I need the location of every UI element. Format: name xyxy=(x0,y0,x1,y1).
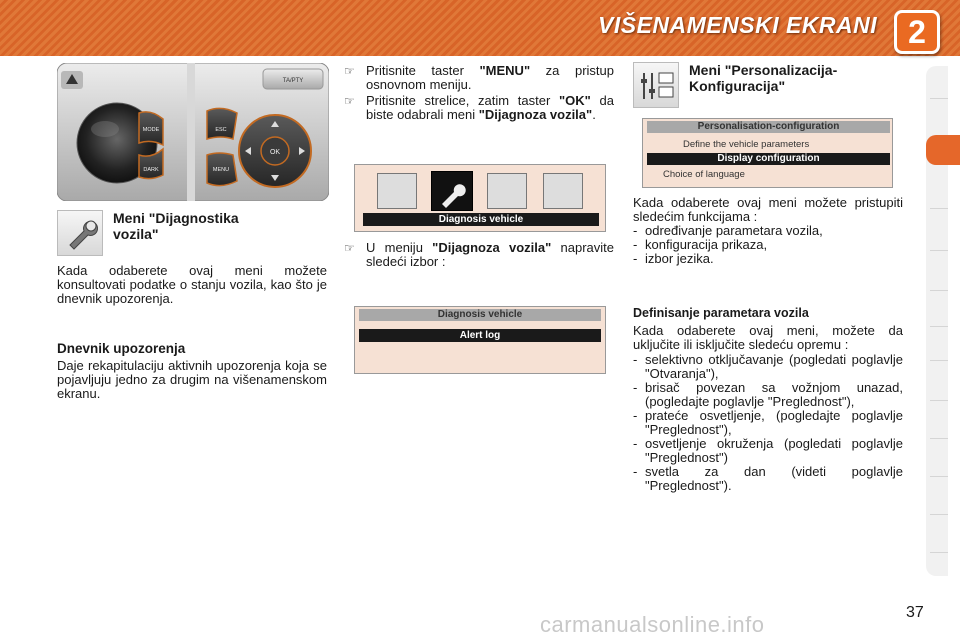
wrench-icon xyxy=(431,171,473,211)
hand-pointer-icon: ☞ xyxy=(344,241,355,255)
sidebar-divider xyxy=(930,290,948,291)
phone-icon xyxy=(543,173,583,209)
watermark: carmanualsonline.info xyxy=(540,612,765,637)
list-item: - brisač povezan sa vožnjom unazad, (pogledajte poglavlje "Preglednost"), xyxy=(633,380,903,409)
sidebar-divider xyxy=(930,208,948,209)
alert-log-item[interactable]: Alert log xyxy=(359,329,601,342)
sliders-icon xyxy=(633,62,679,108)
list-item: - prateće osvetljenje, (pogledajte poglavlje "Preglednost"), xyxy=(633,408,903,437)
list-item: - osvetljenje okruženja (pogledati poglavlje "Preglednost") xyxy=(633,436,903,465)
page-header xyxy=(0,0,960,56)
screen-option-language[interactable]: Choice of language xyxy=(663,169,745,180)
sidebar-divider xyxy=(930,476,948,477)
diag-menu-title: Meni "Dijagnostika vozila" xyxy=(113,210,239,242)
sidebar-divider xyxy=(930,438,948,439)
mode-button-label[interactable]: MODE xyxy=(142,127,160,133)
page-title: VIŠENAMENSKI EKRANI xyxy=(598,12,878,38)
vehicle-params-heading: Definisanje parametara vozila xyxy=(633,306,809,320)
alert-log-heading: Dnevnik upozorenja xyxy=(57,341,186,356)
personalisation-menu-title: Meni "Personalizacija-Konfiguracija" xyxy=(689,62,838,94)
list-item: - selektivno otključavanje (pogledati poglavlje "Otvaranja"), xyxy=(633,352,903,381)
sidebar-divider xyxy=(930,326,948,327)
phone-audio-icon xyxy=(377,173,417,209)
dark-button-label[interactable]: DARK xyxy=(143,167,159,173)
screen-option-vehicle-params[interactable]: Define the vehicle parameters xyxy=(683,139,810,150)
list-item: - određivanje parametara vozila, xyxy=(633,223,823,238)
list-item: - konfiguracija prikaza, xyxy=(633,237,768,252)
sidebar-divider xyxy=(930,514,948,515)
sidebar-divider xyxy=(930,552,948,553)
esc-button-label[interactable]: ESC xyxy=(215,127,227,133)
personalisation-function-list xyxy=(633,224,903,266)
list-item: - izbor jezika. xyxy=(633,251,714,266)
vehicle-params-text: Kada odaberete ovaj meni, možete da uključite ili isključite sledeću opremu : xyxy=(633,323,903,352)
step-ok: ☞ Pritisnite strelice, zatim taster "OK" da biste odabrali meni "Dijagnoza vozila". xyxy=(344,93,615,122)
sidebar-divider xyxy=(930,360,948,361)
chapter-badge: 2 xyxy=(894,10,940,54)
wrench-icon xyxy=(57,210,103,256)
step-diag-menu: ☞ U meniju "Dijagnoza vozila" napravite sledeći izbor : xyxy=(344,240,614,269)
diag-intro: Kada odaberete ovaj meni možete konsultovati podatke o stanju vozila, kao što je dnevnik upozorenja. xyxy=(57,263,327,306)
page-number: 37 xyxy=(906,604,924,621)
alert-log-text: Daje rekapitulaciju aktivnih upozorenja koja se pojavljuju jedno za drugim na višenamenskom ekranu. xyxy=(57,358,327,401)
step-menu: ☞ Pritisnite taster "MENU" za pristup osnovnom meniju. xyxy=(344,63,614,92)
screen-selected-bar: Diagnosis vehicle xyxy=(363,213,599,226)
personalisation-screen-title: Personalisation-configuration xyxy=(647,121,890,133)
personalisation-screen-illustration xyxy=(642,118,893,188)
diag-screen-illustration xyxy=(354,306,606,374)
ok-button-label[interactable]: OK xyxy=(269,149,281,156)
hand-pointer-icon: ☞ xyxy=(344,64,355,78)
personalisation-intro: Kada odaberete ovaj meni možete pristupiti sledećim funkcijama : xyxy=(633,195,903,224)
sidebar-divider xyxy=(930,98,948,99)
hand-pointer-icon: ☞ xyxy=(344,94,355,108)
diag-screen-title: Diagnosis vehicle xyxy=(359,309,601,321)
ta-pty-button-label[interactable]: TA/PTY xyxy=(282,78,304,84)
list-item: - svetla za dan (videti poglavlje "Preglednost"). xyxy=(633,464,903,493)
menu-button-label[interactable]: MENU xyxy=(212,167,230,173)
chapter-tab-active[interactable] xyxy=(926,135,960,165)
sidebar-divider xyxy=(930,400,948,401)
menu-screen-illustration xyxy=(354,164,606,232)
vehicle-params-list xyxy=(633,353,903,493)
screen-option-display-config[interactable]: Display configuration xyxy=(647,153,890,165)
sidebar-divider xyxy=(930,250,948,251)
control-panel-image xyxy=(57,63,329,201)
settings-sliders-icon xyxy=(487,173,527,209)
